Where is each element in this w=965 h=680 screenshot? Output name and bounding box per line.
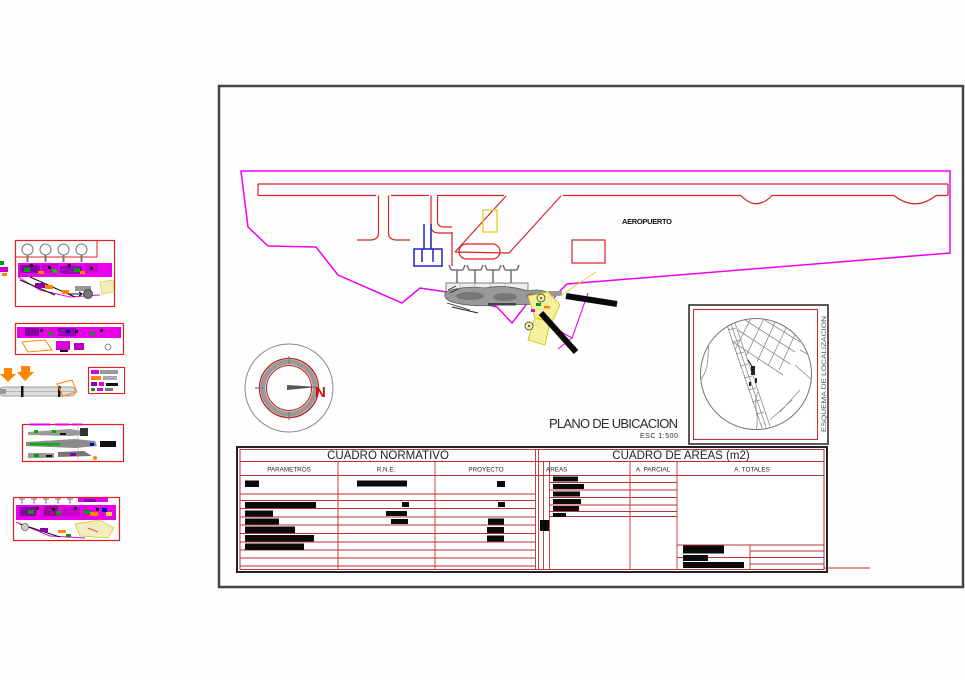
- redacted-text-bar: [497, 481, 505, 487]
- plan-title: PLANO DE UBICACION: [549, 416, 678, 431]
- north-label: N: [315, 384, 326, 401]
- areas-col-totales: A. TOTALES: [734, 466, 770, 474]
- airport-label: AEROPUERTO: [622, 217, 672, 226]
- thumbnail-terminal-plan: [16, 241, 115, 307]
- orange-arrow-icon: [17, 366, 34, 381]
- redacted-text-bar: [245, 527, 295, 534]
- redacted-text-bar: [386, 511, 407, 516]
- thumbnail-longitudinal-strip: [16, 324, 124, 355]
- thumbnail-edge-fragment: [0, 261, 8, 276]
- redacted-text-bar: [245, 535, 314, 542]
- thumbnail-aircraft-elevations: [23, 424, 124, 462]
- location-scheme: [689, 305, 828, 444]
- redacted-text-bar: [245, 519, 279, 525]
- normativo-col-proyecto: PROYECTO: [468, 466, 504, 474]
- plan-scale: ESC 1:500: [640, 433, 678, 440]
- redacted-text-bar: [402, 502, 409, 507]
- areas-title: CUADRO DE AREAS (m2): [612, 450, 750, 462]
- redacted-text-bar: [683, 546, 724, 554]
- redacted-text-bar: [488, 519, 504, 525]
- locmap-caption: ESQUEMA DE LOCALIZACION: [822, 346, 828, 432]
- redacted-text-bar: [553, 499, 581, 504]
- redacted-text-bar: [245, 481, 259, 488]
- redacted-text-bar: [245, 544, 304, 551]
- normativo-title: CUADRO NORMATIVO: [327, 450, 449, 462]
- orange-arrow-icon: [0, 368, 16, 382]
- normativo-col-rne: R.N.E.: [376, 466, 396, 474]
- redacted-text-bar: [553, 484, 584, 489]
- redacted-text-bar: [683, 562, 744, 568]
- areas-col-areas: AREAS: [546, 466, 568, 474]
- north-arrow: [245, 344, 333, 432]
- redacted-text-bar: [683, 555, 708, 561]
- thumbnail-road-section: [0, 366, 77, 397]
- redacted-text-bar: [540, 520, 549, 531]
- redacted-text-bar: [487, 536, 504, 542]
- redacted-text-bar: [245, 502, 316, 508]
- redacted-text-bar: [553, 492, 580, 497]
- thumbnail-mini-legend: [89, 368, 125, 394]
- areas-col-parcial: A. PARCIAL: [635, 466, 671, 474]
- tables-block: [237, 447, 870, 572]
- normativo-col-parametros: PARAMETROS: [267, 466, 311, 474]
- redacted-text-bar: [487, 527, 504, 533]
- redacted-text-bar: [391, 519, 408, 524]
- thumbnail-site-plan: [14, 498, 120, 541]
- redacted-text-bar: [357, 481, 407, 487]
- redacted-text-bar: [553, 477, 578, 482]
- detail-callout-circle-icon: [84, 290, 93, 299]
- redacted-text-bar: [553, 506, 579, 511]
- redacted-text-bar: [245, 511, 273, 517]
- redacted-text-bar: [553, 513, 566, 517]
- redacted-text-bar: [498, 502, 505, 507]
